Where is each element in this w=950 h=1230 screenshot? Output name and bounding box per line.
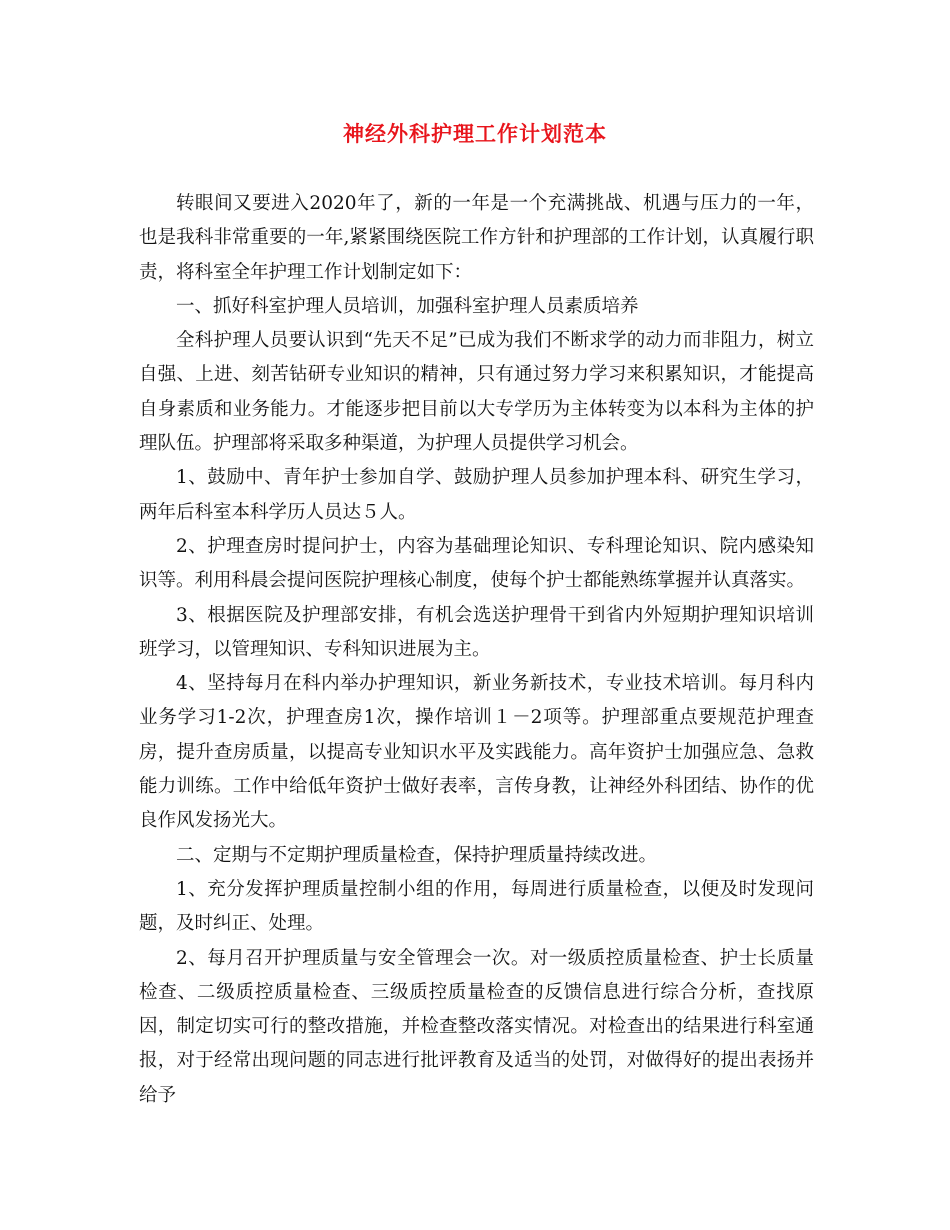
document-body xyxy=(139,187,814,1113)
list-item: 2、护理查房时提问护士，内容为基础理论知识、专科理论知识、院内感染知识等。利用科晨会提问医院护理核心制度，使每个护士都能熟练掌握并认真落实。 xyxy=(139,535,814,592)
paragraph: 全科护理人员要认识到“先天不足”已成为我们不断求学的动力而非阻力，树立自强、上进、刻苦钻研专业知识的精神，只有通过努力学习来积累知识，才能提高自身素质和业务能力。才能逐步把目前以大专学历为主体转变为以本科为主体的护理队伍。护理部将采取多种渠道，为护理人员提供学习机会。 xyxy=(139,330,814,455)
list-item: 1、鼓励中、青年护士参加自学、鼓励护理人员参加护理本科、研究生学习，两年后科室本科学历人员达５人。 xyxy=(139,467,814,523)
list-item: 4、坚持每月在科内举办护理知识，新业务新技术，专业技术培训。每月科内业务学习1-2次，护理查房1次，操作培训１－2项等。护理部重点要规范护理查房，提升查房质量，以提高专业知识水平及实践能力。高年资护士加强应急、急救能力训练。工作中给低年资护士做好表率，言传身教，让神经外科团结、协作的优良作风发扬光大。 xyxy=(139,673,814,832)
paragraph-intro: 转眼间又要进入2020年了，新的一年是一个充满挑战、机遇与压力的一年，也是我科非常重要的一年,紧紧围绕医院工作方针和护理部的工作计划，认真履行职责，将科室全年护理工作计划制定如下： xyxy=(139,193,814,283)
section-heading-2: 二、定期与不定期护理质量检查，保持护理质量持续改进。 xyxy=(176,844,658,866)
section-heading-1: 一、抓好科室护理人员培训，加强科室护理人员素质培养 xyxy=(176,295,639,317)
list-item: 1、充分发挥护理质量控制小组的作用，每周进行质量检查，以便及时发现问题，及时纠正、处理。 xyxy=(139,878,814,935)
document-title: 神经外科护理工作计划范本 xyxy=(343,121,607,146)
list-item: 2、每月召开护理质量与安全管理会一次。对一级质控质量检查、护士长质量检查、二级质控质量检查、三级质控质量检查的反馈信息进行综合分析，查找原因，制定切实可行的整改措施，并检查整改落实情况。对检查出的结果进行科室通报，对于经常出现问题的同志进行批评教育及适当的处罚，对做得好的提出表扬并给予 xyxy=(139,947,814,1106)
list-item: 3、根据医院及护理部安排，有机会选送护理骨干到省内外短期护理知识培训班学习，以管理知识、专科知识进展为主。 xyxy=(139,604,814,660)
